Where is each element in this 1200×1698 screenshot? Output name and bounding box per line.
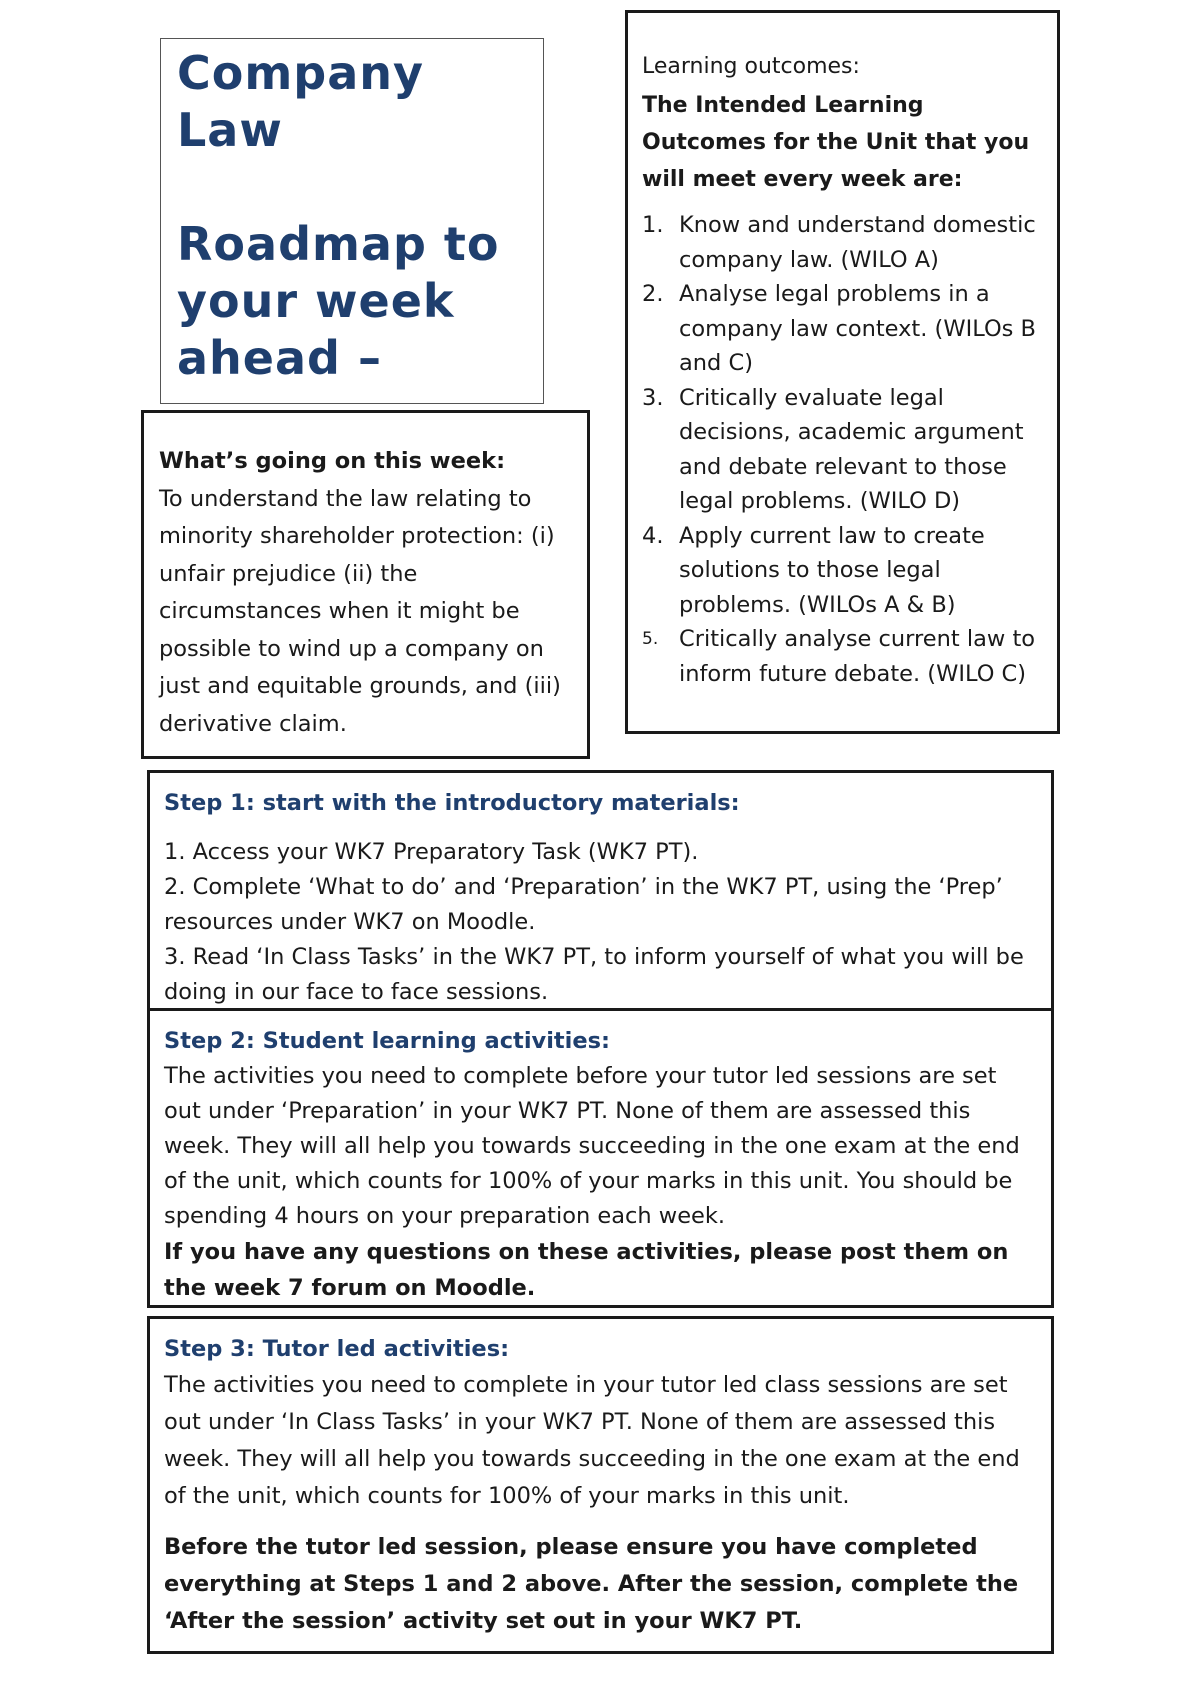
this-week-text: To understand the law relating to minority shareholder protection: (i) unfair prejudice (ii) the circumstances when it might be possible to wind up a company on just and equitable grounds, and (iii) derivative claim.: [159, 485, 561, 737]
step3-box: [147, 1316, 1054, 1654]
title-line-your-week: your week: [177, 274, 455, 328]
this-week-paragraph: [159, 443, 575, 743]
title-spacer: [177, 159, 543, 216]
learning-outcome-item: [642, 519, 1045, 623]
step2-text: The activities you need to complete before your tutor led sessions are set out under ‘Preparation’ in your WK7 PT. None of them are assessed this week. They will all help you towards succeeding in the one exam at the end of the unit, which counts for 100% of your marks in this unit. You should be spending 4 hours on your preparation each week.: [164, 1063, 1020, 1229]
title-line-company: Company: [177, 46, 424, 100]
step3-heading: Step 3: Tutor led activities:: [164, 1336, 510, 1362]
learning-outcome-item: [642, 381, 1045, 519]
step2-heading: Step 2: Student learning activities:: [164, 1028, 611, 1054]
learning-outcome-text: Critically evaluate legal decisions, academic argument and debate relevant to those legal problems. (WILO D): [679, 384, 1024, 514]
learning-outcome-text: Analyse legal problems in a company law context. (WILOs B and C): [679, 281, 1036, 376]
title-box: [160, 38, 544, 404]
step1-item: 3. Read ‘In Class Tasks’ in the WK7 PT, to inform yourself of what you will be doing in our face to face sessions.: [164, 944, 1024, 1005]
learning-outcome-item: [642, 622, 1045, 691]
learning-outcome-item: [642, 208, 1045, 277]
step1-heading: Step 1: start with the introductory materials:: [164, 790, 740, 816]
step3-text: The activities you need to complete in your tutor led class sessions are set out under ‘In Class Tasks’ in your WK7 PT. None of them are assessed this week. They will all help you towards succeeding in the one exam at the end of the unit, which counts for 100% of your marks in this unit.: [164, 1372, 1020, 1509]
learning-outcome-item: [642, 277, 1045, 381]
learning-outcomes-box: [625, 10, 1060, 734]
step1-item: 2. Complete ‘What to do’ and ‘Preparation’ in the WK7 PT, using the ‘Prep’ resources under WK7 on Moodle.: [164, 874, 1003, 935]
list-number: 1.: [642, 212, 664, 238]
step1-item: 1. Access your WK7 Preparatory Task (WK7 PT).: [164, 839, 699, 865]
learning-outcome-text: Know and understand domestic company law. (WILO A): [679, 212, 1036, 273]
list-number: 3.: [642, 384, 664, 411]
this-week-heading: What’s going on this week:: [159, 448, 506, 474]
title-line-ahead: ahead –: [177, 331, 382, 385]
learning-outcomes-list: [642, 208, 1045, 691]
list-number: 4.: [642, 522, 664, 549]
step3-bold-text: Before the tutor led session, please ensure you have completed everything at Steps 1 and 2 above. After the session, complete the ‘After the session’ activity set out in your WK7 PT.: [164, 1534, 1019, 1634]
step2-box: [147, 1008, 1054, 1308]
learning-outcomes-intro: The Intended Learning Outcomes for the Unit that you will meet every week are:: [642, 93, 1030, 192]
step2-bold-text: If you have any questions on these activities, please post them on the week 7 forum on Moodle.: [164, 1239, 1009, 1301]
title-line-roadmap: Roadmap to: [177, 217, 500, 271]
step1-box: [147, 770, 1054, 1011]
learning-outcomes-heading: Learning outcomes:: [642, 54, 860, 79]
learning-outcome-text: Critically analyse current law to inform future debate. (WILO C): [679, 626, 1036, 687]
title-line-law: Law: [177, 103, 283, 157]
list-number: 2.: [642, 281, 664, 307]
this-week-box: [141, 410, 590, 759]
list-number: 5.: [642, 629, 659, 649]
learning-outcome-text: Apply current law to create solutions to those legal problems. (WILOs A & B): [679, 522, 985, 618]
